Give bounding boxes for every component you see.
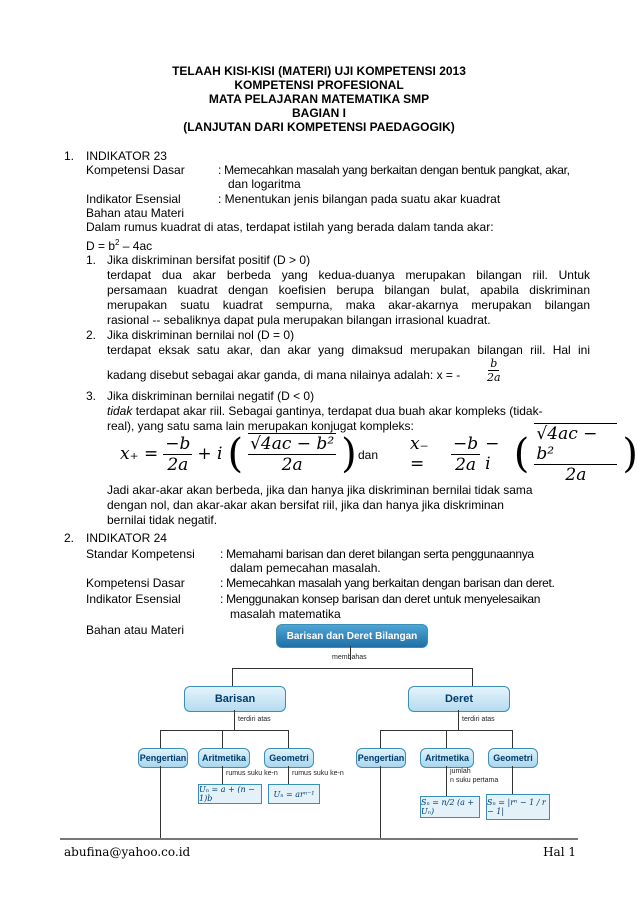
paragraph-line: merupakan suatu kuadrat sempurna, maka akar-akarnya merupakan bilangan (107, 298, 590, 312)
ie-value-cont: masalah matematika (230, 607, 341, 621)
label-terdiri-atas: terdiri atas (238, 716, 271, 723)
node-aritmetika: Aritmetika (420, 748, 474, 768)
section-number: 2. (64, 531, 75, 545)
paragraph-line: kadang disebut sebagai akar ganda, di mana nilainya adalah: x = - (107, 368, 461, 382)
doc-title-line5: (LANJUTAN DARI KOMPETENSI PAEDAGOGIK) (183, 120, 455, 134)
item-number: 2. (86, 328, 97, 342)
ie-label: Indikator Esensial (86, 192, 181, 206)
doc-title-line4: BAGIAN I (292, 106, 346, 120)
paragraph-line: dengan nol, dan akar-akar akan bersifat riil, jika dan hanya jika diskriminan (107, 498, 504, 512)
paragraph-line: persamaan kuadrat dengan koefisien berupa bilangan bulat, apabila diskriminan (107, 283, 590, 297)
label-membahas: membahas (332, 654, 367, 661)
node-aritmetika: Aritmetika (198, 748, 250, 768)
bm-label: Bahan atau Materi (86, 206, 185, 220)
node-deret: Deret (408, 686, 510, 712)
section-number: 1. (64, 149, 75, 163)
paragraph-line: real), yang satu sama lain merupakan konjugat kompleks: (107, 419, 414, 433)
paragraph-line: bernilai tidak negatif. (107, 513, 218, 527)
kd-label: Kompetensi Dasar (86, 576, 185, 590)
formula-geometric-sum: Sₙ = |rⁿ − 1 / r − 1| (486, 794, 550, 820)
paragraph-line: Jadi akar-akar akan berbeda, jika dan hanya jika diskriminan bernilai tidak sama (107, 483, 533, 497)
kd-value-cont: dan logaritma (228, 177, 301, 191)
paragraph-line: tidak terdapat akar riil. Sebagai gantinya, terdapat dua buah akar kompleks (tidak- (107, 404, 543, 418)
formula-geometric-term: Uₙ = arⁿ⁻¹ (268, 784, 320, 804)
ie-label: Indikator Esensial (86, 592, 181, 606)
sk-label: Standar Kompetensi (86, 547, 195, 561)
label-terdiri-atas: terdiri atas (462, 716, 495, 723)
bm-label: Bahan atau Materi (86, 623, 185, 637)
intro-text: Dalam rumus kuadrat di atas, terdapat istilah yang berada dalam tanda akar: (86, 220, 494, 234)
paragraph-line: terdapat dua akar berbeda yang kedua-duanya merupakan bilangan riil. Untuk (107, 268, 590, 282)
item-title: Jika diskriminan bersifat positif (D > 0) (107, 253, 311, 267)
doc-title-line3: MATA PELAJARAN MATEMATIKA SMP (208, 92, 430, 106)
section-title: INDIKATOR 24 (86, 531, 167, 545)
node-barisan-deret: Barisan dan Deret Bilangan (276, 624, 428, 648)
fraction-b-over-2a: $\frac{b}{2a}$ (487, 357, 501, 384)
item-title: Jika diskriminan bernilai negatif (D < 0) (107, 389, 315, 403)
node-barisan: Barisan (184, 686, 286, 712)
doc-title-line1: TELAAH KISI-KISI (MATERI) UJI KOMPETENSI 2013 (172, 64, 466, 78)
paragraph-line: terdapat eksak satu akar, dan akar yang dimaksud merupakan bilangan riil. Hal ini (107, 343, 590, 357)
complex-root-plus: x₊ = $\frac{-b}{2a}$ + i ( $\frac{\text{√4ac − b²}}{2a}$ ) (120, 431, 357, 477)
node-geometri: Geometri (264, 748, 314, 768)
discriminant-formula: $D = b^2 - 4ac$ (86, 238, 153, 253)
item-number: 3. (86, 389, 97, 403)
conjunction-dan: dan (358, 448, 379, 462)
footer-rule (60, 838, 578, 840)
section-title: INDIKATOR 23 (86, 149, 167, 163)
page-number: Hal 1 (543, 845, 576, 859)
complex-root-minus: x₋ = $\frac{-b}{2a}$ − i ( $\frac{\text{√4ac − b²}}{2a}$ ) (410, 424, 638, 485)
paragraph-line: rasional -- sebaliknya dapat pula merupakan bilangan irrasional kuadrat. (107, 313, 491, 327)
kd-value: : Memecahkan masalah yang berkaitan dengan bentuk pangkat, akar, (218, 163, 570, 177)
label-jumlah: jumlah (450, 768, 471, 775)
label-rumus: rumus suku ke-n (226, 770, 278, 777)
item-number: 1. (86, 253, 97, 267)
footer-email: abufina@yahoo.co.id (64, 845, 191, 859)
formula-arithmetic-sum: Sₙ = n/2 (a + Uₙ) (420, 796, 480, 818)
sk-value-cont: dalam pemecahan masalah. (230, 561, 381, 575)
sk-value: : Memahami barisan dan deret bilangan serta penggunaannya (220, 547, 534, 561)
ie-value: : Menggunakan konsep barisan dan deret untuk menyelesaikan (220, 592, 541, 606)
ie-value: : Menentukan jenis bilangan pada suatu akar kuadrat (218, 192, 501, 206)
kd-label: Kompetensi Dasar (86, 163, 185, 177)
item-title: Jika diskriminan bernilai nol (D = 0) (107, 328, 295, 342)
label-n-suku: n suku pertama (450, 777, 499, 784)
node-pengertian: Pengertian (356, 748, 406, 768)
kd-value: : Memecahkan masalah yang berkaitan dengan barisan dan deret. (220, 576, 555, 590)
formula-arithmetic-term: Uₙ = a + (n − 1)b (198, 784, 262, 804)
label-rumus: rumus suku ke-n (292, 770, 344, 777)
node-pengertian: Pengertian (138, 748, 188, 768)
doc-title-line2: KOMPETENSI PROFESIONAL (234, 78, 404, 92)
node-geometri: Geometri (488, 748, 538, 768)
